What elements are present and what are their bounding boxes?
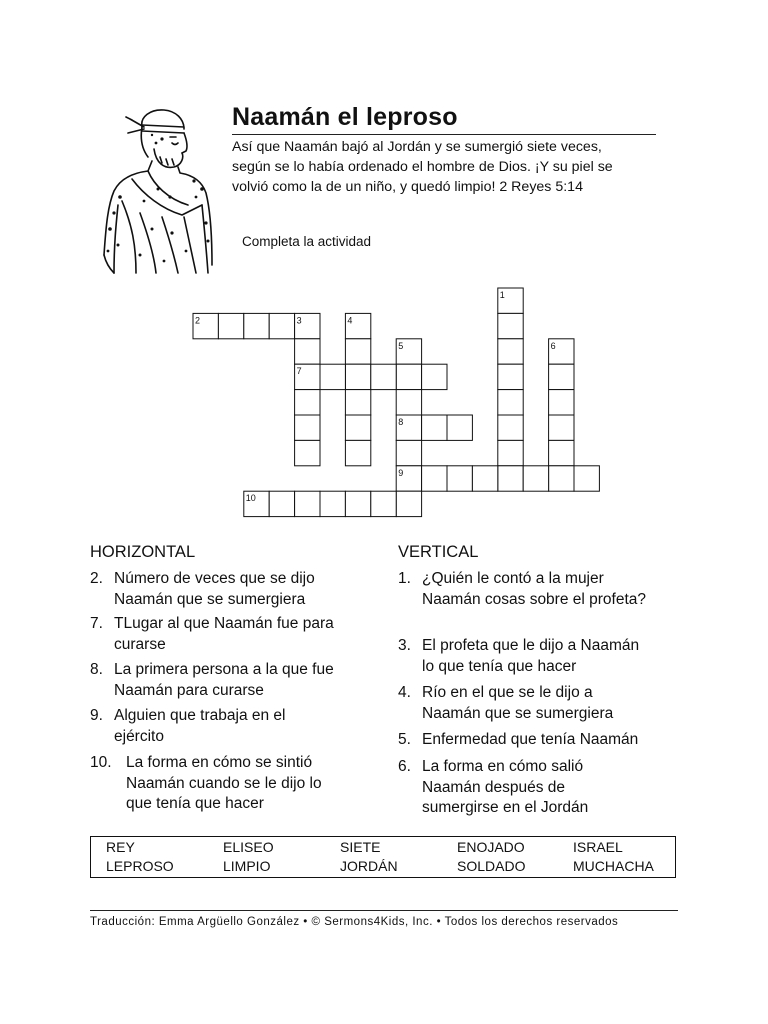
horizontal-clue [90, 614, 334, 655]
vertical-clue-text: Naamán después de [422, 778, 566, 796]
crossword-cell[interactable] [371, 364, 396, 389]
vertical-clue-text: Enfermedad que tenía Naamán [422, 731, 639, 748]
horizontal-clue-number: 9. [90, 707, 103, 724]
crossword-cell[interactable] [549, 440, 574, 465]
footer-divider [90, 910, 678, 911]
crossword-cell[interactable] [498, 390, 523, 415]
crossword-cell[interactable] [396, 364, 421, 389]
clue-number-1: 1 [499, 290, 505, 300]
crossword-cell[interactable] [523, 466, 548, 491]
clue-number-8: 8 [398, 417, 404, 427]
vertical-clue [398, 636, 639, 677]
vertical-heading: VERTICAL [398, 543, 479, 561]
crossword-cell[interactable] [498, 415, 523, 440]
crossword-cell[interactable] [345, 339, 370, 364]
crossword-cell[interactable] [345, 491, 370, 516]
horizontal-clue-number: 10. [90, 754, 112, 771]
clue-number-10: 10 [245, 493, 256, 504]
vertical-clue-text: sumergirse en el Jordán [422, 799, 589, 816]
horizontal-clue-number: 2. [90, 570, 103, 587]
crossword-cell[interactable] [320, 364, 345, 389]
horizontal-clue-text: Naamán para curarse [114, 681, 264, 699]
horizontal-clue-text: Naamán cuando se le dijo lo [126, 774, 322, 792]
crossword-cell[interactable] [269, 491, 294, 516]
crossword-cell[interactable] [345, 313, 370, 338]
crossword-cell[interactable] [447, 466, 472, 491]
crossword-cell[interactable] [320, 491, 345, 516]
horizontal-clue-text: Número de veces que se dijo [114, 570, 315, 587]
clue-number-7: 7 [296, 366, 302, 377]
horizontal-clue-number: 7. [90, 615, 103, 632]
crossword-cell[interactable] [549, 466, 574, 491]
crossword-cell[interactable] [371, 491, 396, 516]
crossword-cell[interactable] [396, 390, 421, 415]
crossword-cell[interactable] [498, 466, 523, 491]
title-divider [232, 134, 656, 135]
word-bank-word: JORDÁN [340, 858, 398, 874]
clue-number-3: 3 [296, 315, 302, 326]
crossword-cell[interactable] [396, 466, 421, 491]
word-bank-word: ELISEO [223, 839, 274, 855]
crossword-cell[interactable] [218, 313, 243, 338]
word-bank-word: LEPROSO [106, 858, 174, 874]
clue-number-2: 2 [195, 315, 201, 326]
horizontal-clue-text: que tenía que hacer [126, 795, 264, 812]
horizontal-clue-text: Alguien que trabaja en el [114, 707, 286, 724]
horizontal-clue-text: curarse [114, 635, 166, 653]
crossword-cell[interactable] [244, 491, 269, 516]
crossword-cell[interactable] [549, 339, 574, 364]
naaman-illustration [92, 105, 232, 275]
clue-number-5: 5 [398, 340, 404, 351]
crossword-cell[interactable] [269, 313, 294, 338]
crossword-cell[interactable] [447, 415, 472, 440]
word-bank-word: MUCHACHA [573, 858, 654, 874]
word-bank-word: ISRAEL [573, 839, 623, 855]
horizontal-clue [90, 706, 286, 747]
vertical-clue-number: 1. [398, 570, 411, 587]
vertical-clue-text: Río en el que se le dijo a [422, 684, 593, 701]
crossword-cell[interactable] [498, 440, 523, 465]
horizontal-clue-text: ejército [114, 727, 164, 745]
vertical-clue-number: 6. [398, 758, 411, 775]
clue-number-9: 9 [398, 467, 404, 478]
crossword-cell[interactable] [295, 390, 320, 415]
crossword-cell[interactable] [498, 313, 523, 338]
crossword-cell[interactable] [396, 339, 421, 364]
crossword-cell[interactable] [295, 339, 320, 364]
horizontal-clue-text: Naamán que se sumergiera [114, 590, 306, 608]
horizontal-clue [90, 569, 315, 610]
horizontal-clue-number: 8. [90, 661, 103, 678]
crossword-cell[interactable] [295, 415, 320, 440]
crossword-cell[interactable] [295, 364, 320, 389]
crossword-cell[interactable] [549, 415, 574, 440]
crossword-cell[interactable] [345, 415, 370, 440]
clue-number-4: 4 [347, 315, 353, 326]
vertical-clue-text: ¿Quién le contó a la mujer [422, 570, 604, 587]
crossword-cell[interactable] [244, 313, 269, 338]
crossword-cell[interactable] [396, 415, 421, 440]
vertical-clue-text: Naamán que se sumergiera [422, 704, 614, 722]
crossword-cell[interactable] [295, 313, 320, 338]
verse-line-1: Así que Naamán bajó al Jordán y se sumergió siete veces, [232, 139, 602, 155]
crossword-cell[interactable] [422, 415, 447, 440]
vertical-clue-number: 3. [398, 637, 411, 654]
vertical-clue-text: La forma en cómo salió [422, 758, 584, 775]
verse-line-2: según se lo había ordenado el hombre de Dios. ¡Y su piel se [232, 159, 613, 175]
crossword-cell[interactable] [498, 339, 523, 364]
word-bank-word: REY [106, 839, 135, 855]
word-bank-word: ENOJADO [457, 839, 525, 855]
crossword-cell[interactable] [345, 440, 370, 465]
verse-line-3: volvió como la de un niño, y quedó limpio! 2 Reyes 5:14 [232, 179, 583, 195]
crossword-cell[interactable] [295, 491, 320, 516]
crossword-cell[interactable] [498, 364, 523, 389]
vertical-clue [398, 683, 613, 724]
word-bank-word: LIMPIO [223, 858, 271, 874]
vertical-clue [398, 757, 588, 819]
vertical-clue-text: lo que tenía que hacer [422, 657, 577, 675]
vertical-clue-number: 4. [398, 684, 411, 701]
crossword-cell[interactable] [498, 288, 523, 313]
crossword-cell[interactable] [549, 364, 574, 389]
footer-credit: Traducción: Emma Argüello González • © Sermons4Kids, Inc. • Todos los derechos reservados [90, 916, 619, 928]
crossword-cell[interactable] [422, 466, 447, 491]
crossword-cell[interactable] [345, 390, 370, 415]
crossword-cell[interactable] [295, 440, 320, 465]
horizontal-heading: HORIZONTAL [90, 543, 196, 561]
crossword-cell[interactable] [396, 491, 421, 516]
crossword-cell[interactable] [422, 364, 447, 389]
horizontal-clue-text: La forma en cómo se sintió [126, 754, 313, 771]
horizontal-clue [90, 660, 334, 701]
horizontal-clue-text: TLugar al que Naamán fue para [114, 615, 334, 632]
crossword-cell[interactable] [345, 364, 370, 389]
crossword-cell[interactable] [472, 466, 497, 491]
crossword-cell[interactable] [193, 313, 218, 338]
crossword-cell[interactable] [574, 466, 599, 491]
vertical-clue-number: 5. [398, 731, 411, 748]
clue-number-6: 6 [550, 340, 556, 351]
word-bank-word: SIETE [340, 839, 381, 855]
vertical-clue-text: Naamán cosas sobre el profeta? [422, 590, 647, 608]
word-bank-word: SOLDADO [457, 858, 526, 874]
instruction-text: Completa la actividad [242, 234, 372, 249]
horizontal-clue [90, 753, 322, 815]
crossword-cell[interactable] [396, 440, 421, 465]
vertical-clue-text: El profeta que le dijo a Naamán [422, 637, 640, 654]
vertical-clue [398, 569, 646, 610]
page-title: Naamán el leproso [232, 103, 458, 131]
vertical-clue [398, 730, 638, 751]
crossword-cell[interactable] [549, 390, 574, 415]
horizontal-clue-text: La primera persona a la que fue [114, 661, 334, 678]
